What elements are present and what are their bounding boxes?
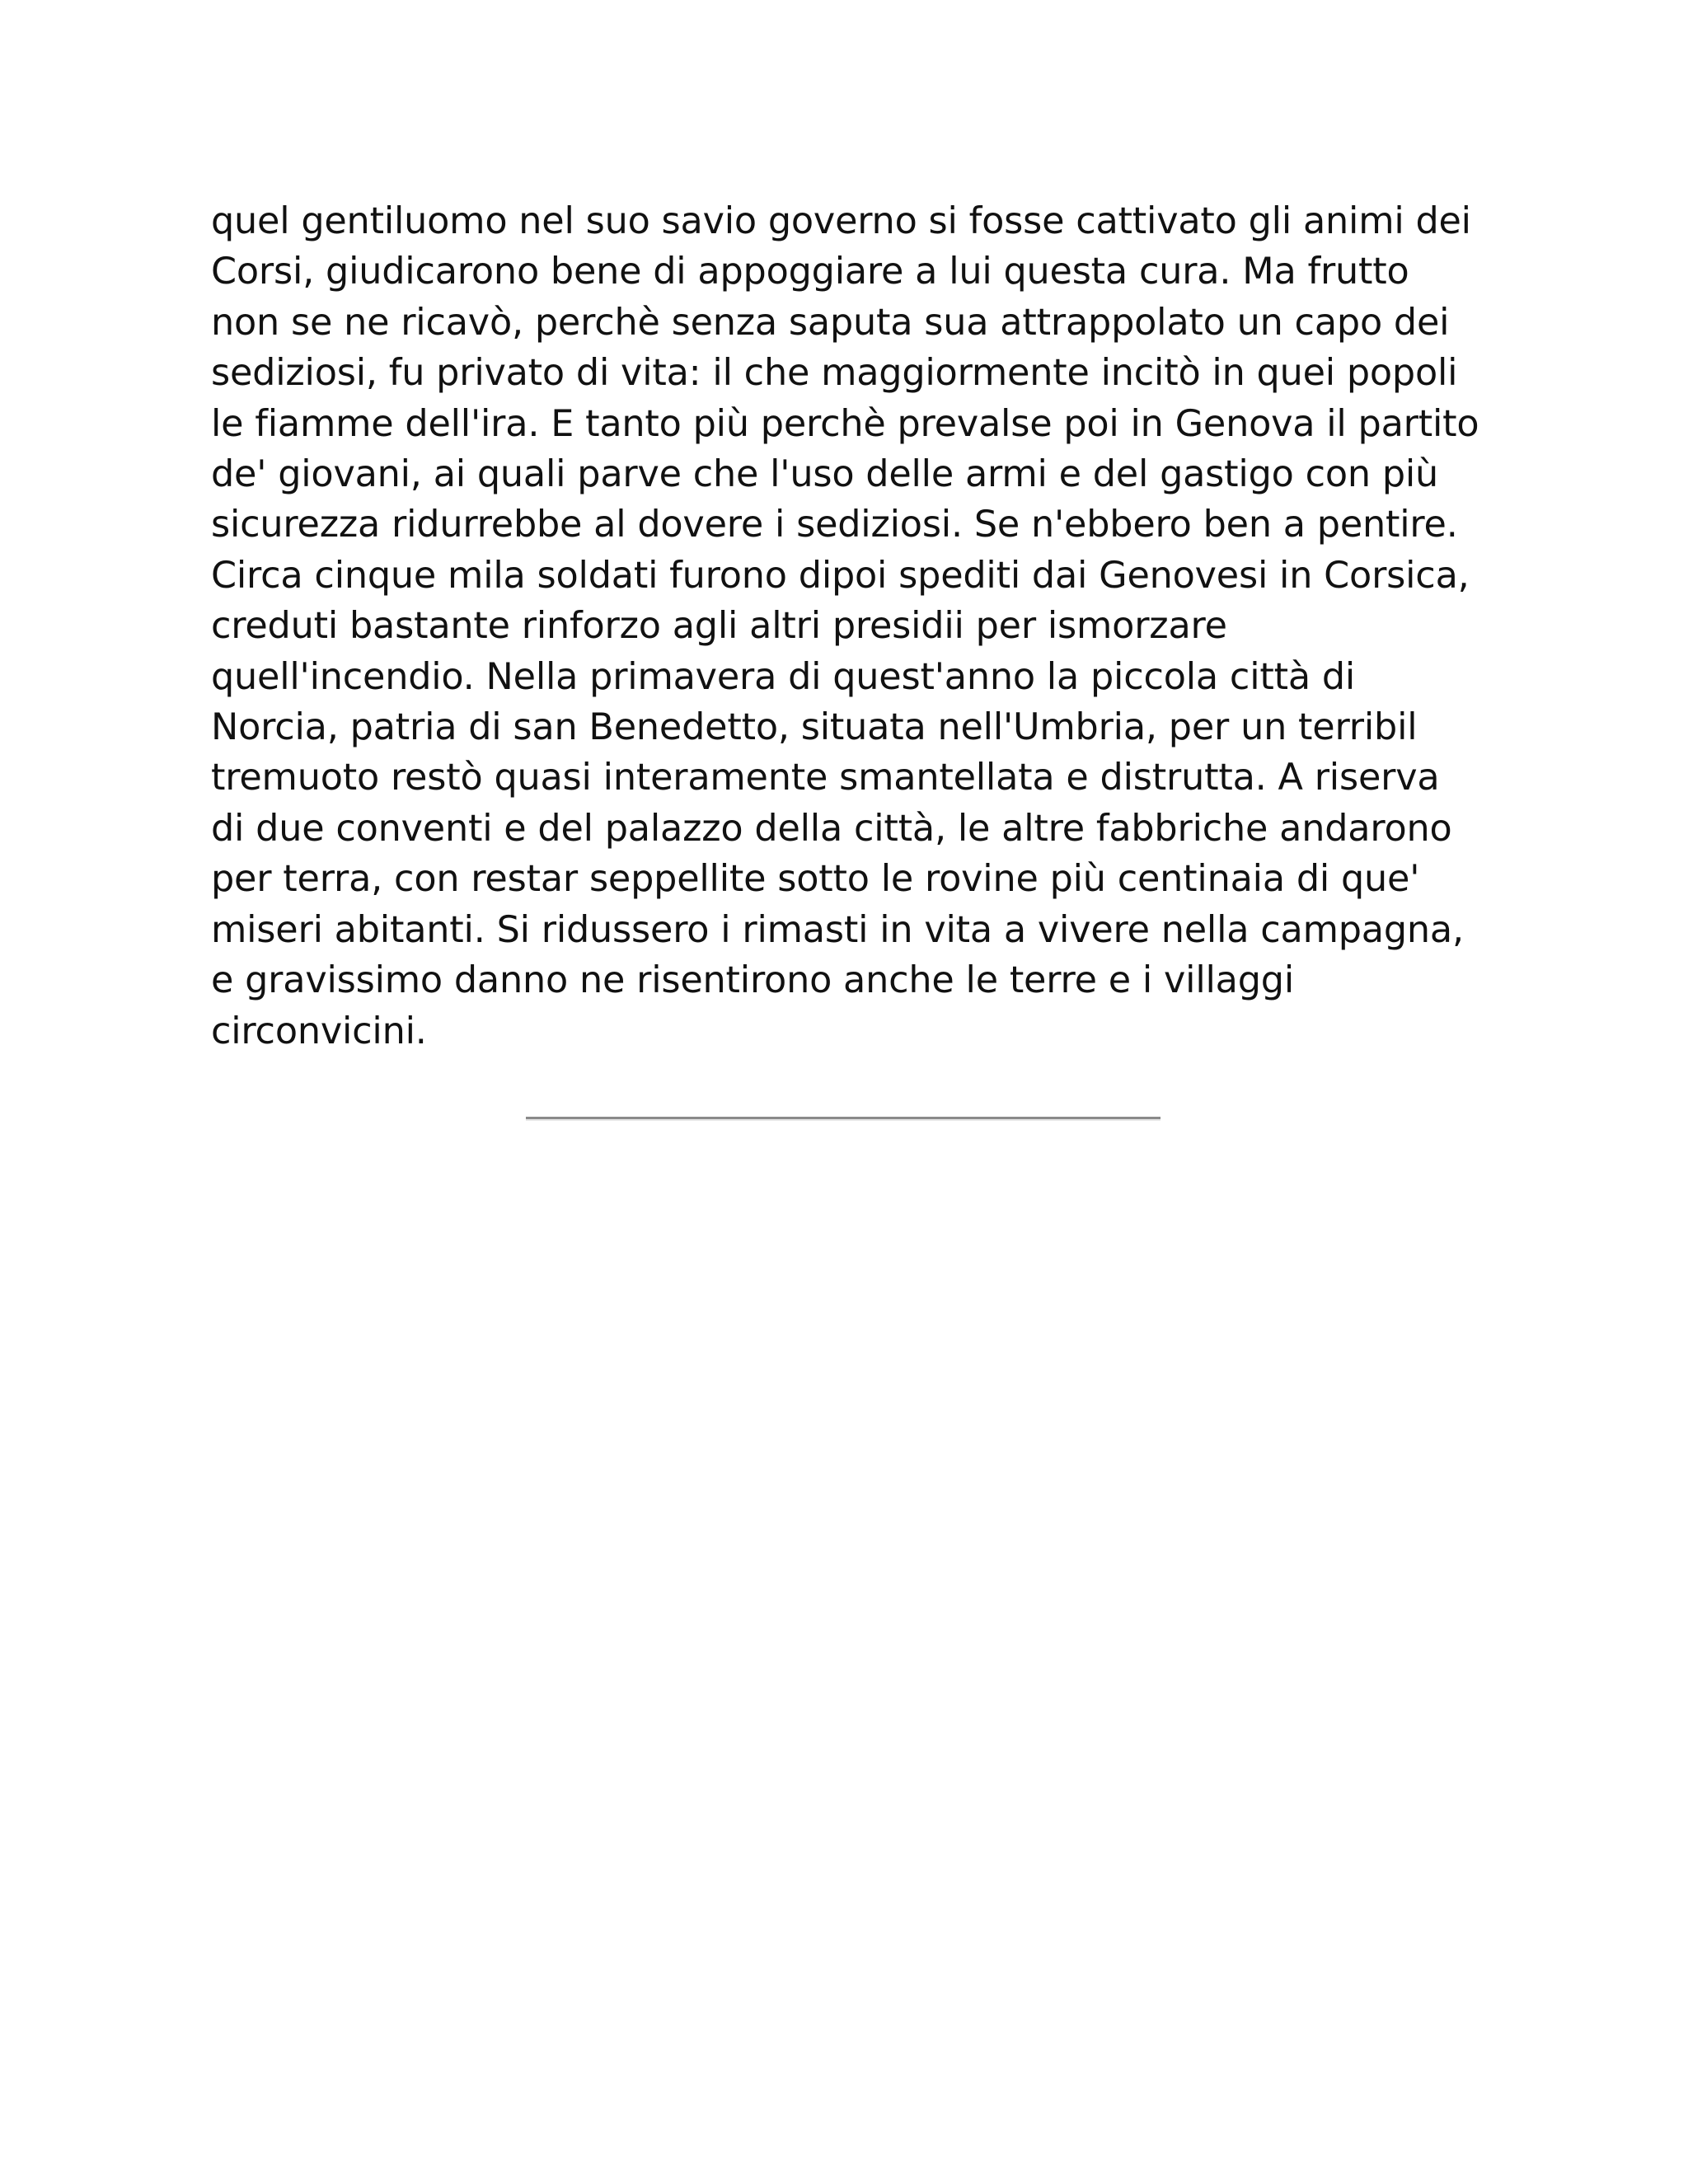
text-line-6: de' giovani, ai quali parve che l'uso delle armi e del gastigo con più <box>211 453 1439 496</box>
text-line-16: e gravissimo danno ne risentirono anche le terre e i villaggi <box>211 959 1294 1002</box>
text-line-8: Circa cinque mila soldati furono dipoi spediti dai Genovesi in Corsica, <box>211 554 1470 597</box>
text-line-7: sicurezza ridurrebbe al dovere i sediziosi. Se n'ebbero ben a pentire. <box>211 504 1458 546</box>
text-line-10: quell'incendio. Nella primavera di quest'anno la piccola città di <box>211 655 1356 698</box>
text-line-17: circonvicini. <box>211 1010 427 1052</box>
text-line-1: quel gentiluomo nel suo savio governo si fosse cattivato gli animi dei <box>211 200 1471 242</box>
text-line-9: creduti bastante rinforzo agli altri presidii per ismorzare <box>211 605 1227 648</box>
body-paragraph <box>211 196 1497 1057</box>
text-line-11: Norcia, patria di san Benedetto, situata nell'Umbria, per un terribil <box>211 706 1418 749</box>
text-line-2: Corsi, giudicarono bene di appoggiare a lui questa cura. Ma frutto <box>211 251 1409 293</box>
text-line-14: per terra, con restar seppellite sotto le rovine più centinaia di que' <box>211 858 1420 901</box>
text-line-5: le fiamme dell'ira. E tanto più perchè prevalse poi in Genova il partito <box>211 402 1479 445</box>
text-line-4: sediziosi, fu privato di vita: il che maggiormente incitò in quei popoli <box>211 352 1458 395</box>
text-line-15: miseri abitanti. Si ridussero i rimasti in vita a vivere nella campagna, <box>211 908 1464 951</box>
text-line-3: non se ne ricavò, perchè senza saputa sua attrappolato un capo dei <box>211 301 1450 344</box>
text-line-13: di due conventi e del palazzo della città, le altre fabbriche andarono <box>211 807 1452 850</box>
horizontal-rule <box>526 1117 1160 1121</box>
text-line-12: tremuoto restò quasi interamente smantellata e distrutta. A riserva <box>211 757 1440 799</box>
